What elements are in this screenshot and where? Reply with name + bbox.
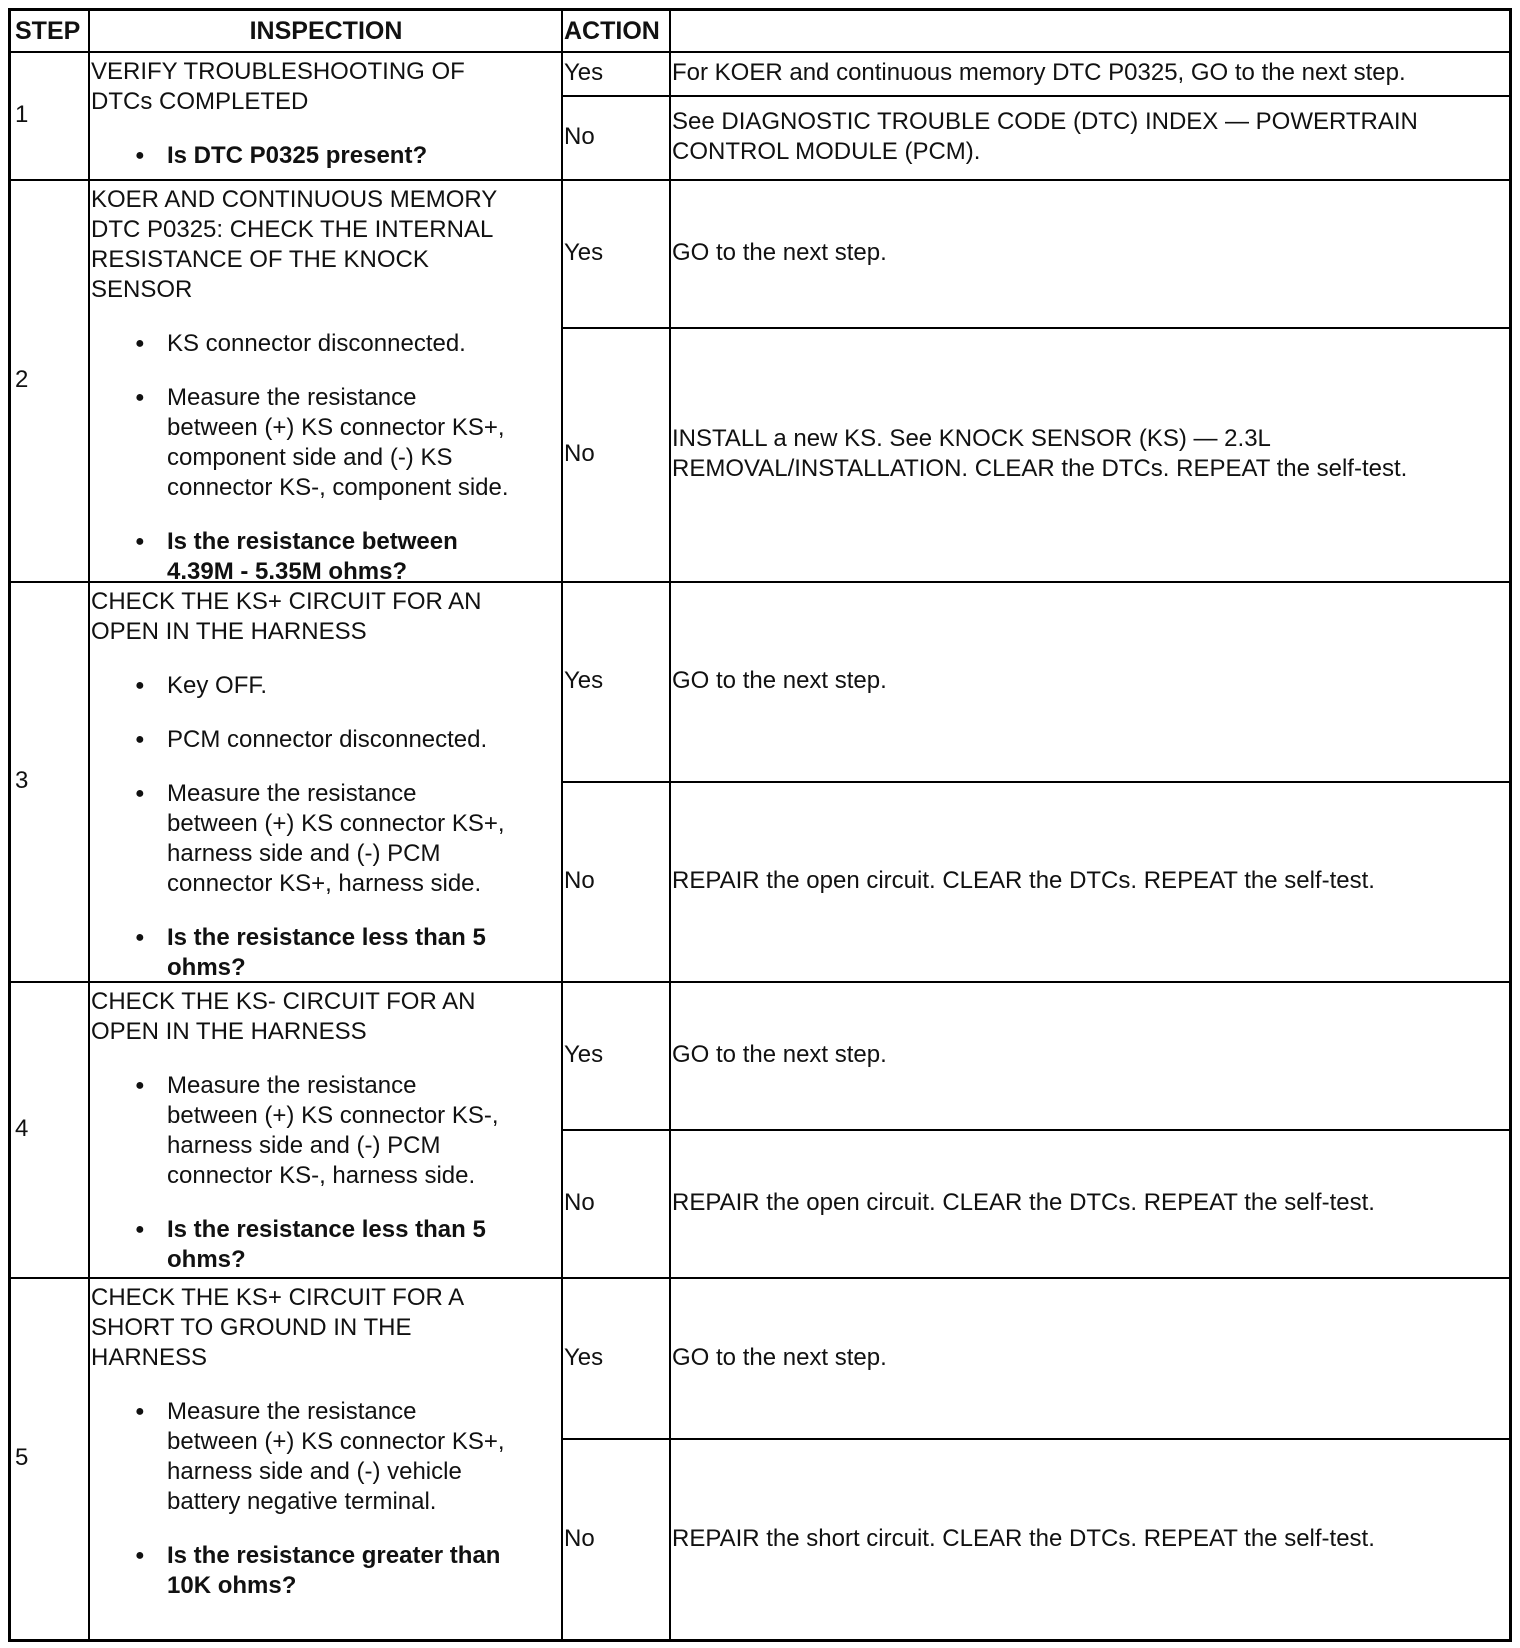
action-no: See DIAGNOSTIC TROUBLE CODE (DTC) INDEX — POWERTRAIN CONTROL MODULE (PCM). <box>672 108 1418 165</box>
header-blank <box>672 11 1502 51</box>
inspection-step: ● Key OFF. <box>91 671 561 701</box>
step-number: 3 <box>15 767 29 794</box>
inspection-step: ● Measure the resistance between (+) KS connector KS-, harness side and (-) PCM connector KS-, harness side. <box>91 1071 561 1191</box>
inspection-question: ● Is the resistance between 4.39M - 5.35M ohms? <box>91 527 561 587</box>
inspection-title: VERIFY TROUBLESHOOTING OF DTCs COMPLETED <box>91 58 465 115</box>
answer-yes: Yes <box>564 59 604 86</box>
column-divider-action <box>669 11 671 1639</box>
action-yes: GO to the next step. <box>672 1041 887 1068</box>
action-yes: GO to the next step. <box>672 1343 887 1371</box>
inspection-step: ● KS connector disconnected. <box>91 329 561 359</box>
answer-yes: Yes <box>564 1343 604 1371</box>
inspection-step: ● PCM connector disconnected. <box>91 725 561 755</box>
diagnostic-table <box>8 8 1512 1642</box>
step-number: 5 <box>15 1444 29 1471</box>
inspection-step: ● Measure the resistance between (+) KS connector KS+, harness side and (-) vehicle battery negative terminal. <box>91 1397 561 1517</box>
answer-no: No <box>564 440 595 467</box>
action-yes: For KOER and continuous memory DTC P0325, GO to the next step. <box>672 59 1406 86</box>
inspection-step: ● Measure the resistance between (+) KS connector KS+, component side and (-) KS connector KS-, component side. <box>91 383 561 503</box>
action-no: REPAIR the open circuit. CLEAR the DTCs. REPEAT the self-test. <box>672 867 1375 894</box>
header-step: STEP <box>15 17 81 45</box>
inspection-cell <box>91 587 561 983</box>
answer-no: No <box>564 1524 595 1552</box>
column-divider-step <box>88 11 90 1639</box>
answer-yes: Yes <box>564 1041 604 1068</box>
inspection-title: KOER AND CONTINUOUS MEMORY DTC P0325: CHECK THE INTERNAL RESISTANCE OF THE KNOCK SENSOR <box>91 186 498 303</box>
table-grid <box>11 11 1509 1639</box>
header-inspection: INSPECTION <box>249 17 403 45</box>
header-action: ACTION <box>564 17 660 45</box>
inspection-question: ● Is the resistance less than 5 ohms? <box>91 923 561 983</box>
answer-no: No <box>564 1189 595 1216</box>
inspection-cell <box>91 1283 561 1601</box>
answer-yes: Yes <box>564 667 604 694</box>
step-number: 1 <box>15 101 29 128</box>
inspection-cell <box>91 987 561 1275</box>
inspection-cell <box>91 57 561 171</box>
inspection-question: ● Is the resistance less than 5 ohms? <box>91 1215 561 1275</box>
column-divider-inspection <box>561 11 563 1639</box>
answer-yes: Yes <box>564 239 604 266</box>
action-no: INSTALL a new KS. See KNOCK SENSOR (KS) — 2.3L REMOVAL/INSTALLATION. CLEAR the DTCs. REPEAT the self-test. <box>672 425 1408 482</box>
inspection-cell <box>91 185 561 587</box>
inspection-title: CHECK THE KS+ CIRCUIT FOR AN OPEN IN THE HARNESS <box>91 588 482 645</box>
inspection-question: ● Is DTC P0325 present? <box>91 141 561 171</box>
answer-no: No <box>564 867 595 894</box>
step-number: 2 <box>15 366 29 393</box>
action-no: REPAIR the open circuit. CLEAR the DTCs. REPEAT the self-test. <box>672 1189 1375 1216</box>
inspection-question: ● Is the resistance greater than 10K ohms? <box>91 1541 561 1601</box>
inspection-title: CHECK THE KS+ CIRCUIT FOR A SHORT TO GROUND IN THE HARNESS <box>91 1284 465 1371</box>
inspection-title: CHECK THE KS- CIRCUIT FOR AN OPEN IN THE HARNESS <box>91 988 476 1045</box>
answer-no: No <box>564 123 595 150</box>
inspection-step: ● Measure the resistance between (+) KS connector KS+, harness side and (-) PCM connector KS+, harness side. <box>91 779 561 899</box>
action-yes: GO to the next step. <box>672 239 887 266</box>
row-divider <box>11 1639 1509 1641</box>
step-number: 4 <box>15 1115 29 1142</box>
action-no: REPAIR the short circuit. CLEAR the DTCs. REPEAT the self-test. <box>672 1524 1375 1552</box>
action-yes: GO to the next step. <box>672 667 887 694</box>
